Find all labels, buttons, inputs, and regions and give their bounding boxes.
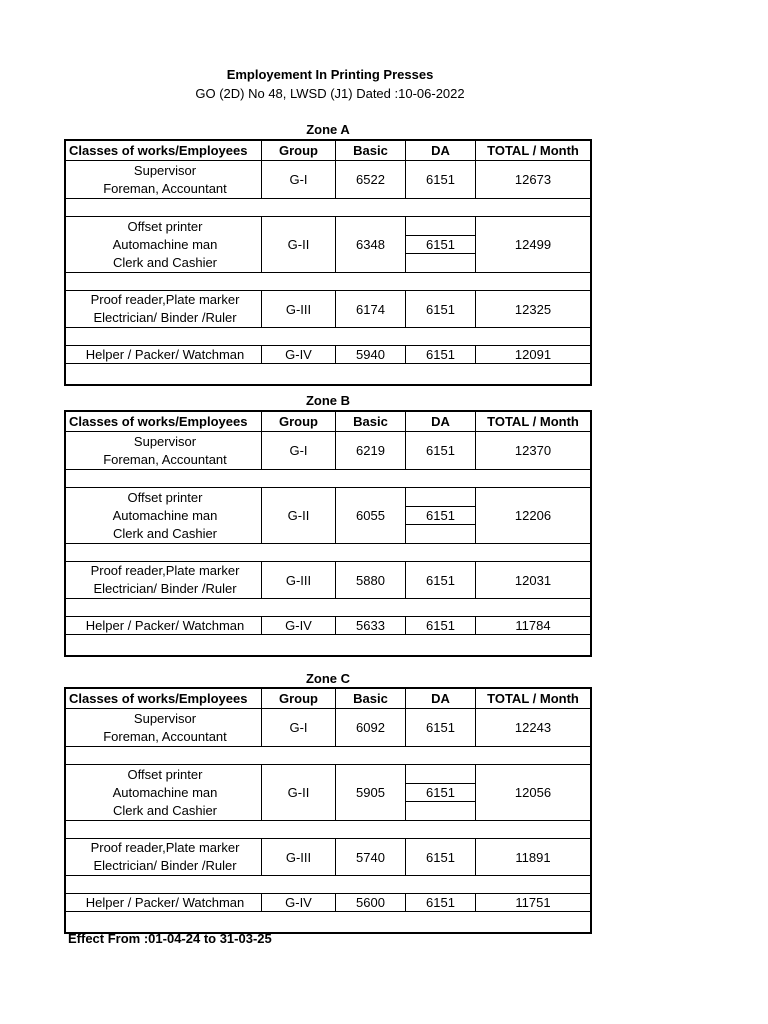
- table-row: [66, 839, 590, 876]
- basic-pay-cell: 5905: [336, 765, 406, 820]
- employee-class-label: Offset printer: [127, 766, 203, 782]
- employee-class-label: Supervisor: [133, 433, 197, 449]
- table-row: [66, 291, 590, 328]
- employee-classes-cell: [66, 488, 262, 543]
- blank-spacer-row: [66, 470, 590, 488]
- total-per-month-cell: 12091: [514, 347, 552, 362]
- blank-spacer-row: [66, 635, 590, 655]
- column-header: DA: [406, 412, 476, 431]
- table-row: [66, 617, 590, 635]
- employee-class-label: Foreman, Accountant: [103, 180, 227, 196]
- employee-class-label: Electrician/ Binder /Ruler: [93, 858, 237, 873]
- total-per-month-cell: 12206: [514, 508, 552, 523]
- employee-classes-cell: [66, 894, 262, 911]
- total-per-month-cell: 11784: [515, 618, 551, 633]
- blank-spacer-row: [66, 273, 590, 291]
- da-cell: [406, 765, 476, 820]
- group-cell: G-III: [262, 839, 336, 875]
- table-row: [66, 346, 590, 364]
- employee-class-label: Electrician/ Binder /Ruler: [93, 310, 237, 325]
- total-per-month-cell: 11751: [515, 895, 551, 910]
- employee-classes-cell: [66, 839, 262, 875]
- column-header: TOTAL / Month: [487, 143, 579, 158]
- basic-pay-cell: 6219: [336, 432, 406, 469]
- da-empty-segment: [406, 802, 475, 820]
- group-cell: G-III: [262, 291, 336, 327]
- group-cell: G-IV: [262, 617, 336, 634]
- table-header-row: [66, 412, 590, 432]
- basic-pay-cell: 6092: [336, 709, 406, 746]
- zone-title: Zone A: [306, 122, 350, 137]
- column-header: DA: [406, 141, 476, 160]
- employee-class-label: Proof reader,Plate marker: [90, 840, 240, 855]
- column-header: Basic: [336, 689, 406, 708]
- basic-pay-cell: 5740: [336, 839, 406, 875]
- total-per-month-cell: 12673: [514, 172, 552, 187]
- employee-classes-cell: [66, 432, 262, 469]
- employee-class-label: Automachine man: [112, 236, 218, 252]
- da-cell: [406, 217, 476, 272]
- column-header: DA: [406, 689, 476, 708]
- blank-spacer-row: [66, 328, 590, 346]
- total-per-month-cell: 12056: [514, 785, 552, 800]
- employee-class-label: Helper / Packer/ Watchman: [85, 894, 245, 910]
- da-value: 6151: [406, 235, 475, 255]
- employee-classes-cell: [66, 709, 262, 746]
- blank-spacer-row: [66, 599, 590, 617]
- da-value: 6151: [406, 506, 475, 526]
- da-cell: 6151: [406, 709, 476, 746]
- table-row: [66, 894, 590, 912]
- total-per-month-cell: 12370: [514, 443, 552, 458]
- salary-table: [64, 687, 592, 934]
- salary-table: [64, 139, 592, 386]
- document-subtitle: GO (2D) No 48, LWSD (J1) Dated :10-06-2022: [195, 86, 465, 101]
- group-cell: G-I: [262, 161, 336, 198]
- basic-pay-cell: 6055: [336, 488, 406, 543]
- column-header: Group: [262, 141, 336, 160]
- basic-pay-cell: 5880: [336, 562, 406, 598]
- basic-pay-cell: 5940: [336, 346, 406, 363]
- blank-spacer-row: [66, 912, 590, 932]
- group-cell: G-I: [262, 432, 336, 469]
- group-cell: G-II: [262, 765, 336, 820]
- table-row: [66, 432, 590, 470]
- column-header: Classes of works/Employees: [66, 141, 262, 160]
- blank-spacer-row: [66, 747, 590, 765]
- table-header-row: [66, 141, 590, 161]
- total-per-month-cell: 12031: [514, 572, 552, 588]
- effect-from-note: Effect From :01-04-24 to 31-03-25: [68, 931, 272, 946]
- zone-title: Zone B: [305, 393, 351, 408]
- table-row: [66, 562, 590, 599]
- employee-class-label: Proof reader,Plate marker: [90, 292, 240, 307]
- table-row: [66, 488, 590, 544]
- column-header: Basic: [336, 412, 406, 431]
- zone-title: Zone C: [305, 671, 351, 686]
- column-header: Classes of works/Employees: [66, 689, 262, 708]
- employee-class-label: Offset printer: [127, 218, 203, 234]
- column-header: Group: [262, 689, 336, 708]
- employee-classes-cell: [66, 161, 262, 198]
- total-per-month-cell: 11891: [515, 849, 551, 865]
- da-cell: [406, 488, 476, 543]
- column-header: Basic: [336, 141, 406, 160]
- employee-class-label: Helper / Packer/ Watchman: [85, 617, 245, 633]
- da-cell: 6151: [406, 839, 476, 875]
- employee-class-label: Supervisor: [133, 710, 197, 726]
- employee-classes-cell: [66, 291, 262, 327]
- employee-class-label: Clerk and Cashier: [112, 802, 218, 818]
- basic-pay-cell: 5633: [336, 617, 406, 634]
- blank-spacer-row: [66, 821, 590, 839]
- group-cell: G-II: [262, 217, 336, 272]
- employee-class-label: Proof reader,Plate marker: [90, 563, 240, 578]
- employee-class-label: Automachine man: [112, 784, 218, 800]
- employee-classes-cell: [66, 765, 262, 820]
- employee-class-label: Supervisor: [133, 162, 197, 178]
- basic-pay-cell: 6174: [336, 291, 406, 327]
- column-header: Classes of works/Employees: [66, 412, 262, 431]
- da-empty-segment: [406, 525, 475, 543]
- total-per-month-cell: 12325: [514, 301, 552, 317]
- table-row: [66, 765, 590, 821]
- blank-spacer-row: [66, 544, 590, 562]
- employee-class-label: Foreman, Accountant: [103, 728, 227, 744]
- column-header: TOTAL / Month: [487, 691, 579, 706]
- da-cell: 6151: [406, 617, 476, 634]
- blank-spacer-row: [66, 199, 590, 217]
- employee-class-label: Clerk and Cashier: [112, 525, 218, 541]
- da-cell: 6151: [406, 894, 476, 911]
- basic-pay-cell: 6348: [336, 217, 406, 272]
- total-per-month-cell: 12499: [514, 237, 552, 252]
- employee-classes-cell: [66, 617, 262, 634]
- employee-class-label: Offset printer: [127, 489, 203, 505]
- da-empty-segment: [406, 254, 475, 272]
- blank-spacer-row: [66, 876, 590, 894]
- blank-spacer-row: [66, 364, 590, 384]
- employee-class-label: Foreman, Accountant: [103, 451, 227, 467]
- column-header: Group: [262, 412, 336, 431]
- da-empty-segment: [406, 217, 475, 235]
- employee-classes-cell: [66, 562, 262, 598]
- column-header: TOTAL / Month: [487, 414, 579, 429]
- employee-class-label: Automachine man: [112, 507, 218, 523]
- da-cell: 6151: [406, 291, 476, 327]
- salary-table: [64, 410, 592, 657]
- total-per-month-cell: 12243: [514, 720, 552, 735]
- table-row: [66, 709, 590, 747]
- da-cell: 6151: [406, 346, 476, 363]
- da-value: 6151: [406, 783, 475, 803]
- da-cell: 6151: [406, 161, 476, 198]
- employee-classes-cell: [66, 217, 262, 272]
- employee-class-label: Helper / Packer/ Watchman: [85, 346, 245, 362]
- table-row: [66, 217, 590, 273]
- group-cell: G-IV: [262, 894, 336, 911]
- employee-class-label: Clerk and Cashier: [112, 254, 218, 270]
- document-title: Employement In Printing Presses: [226, 67, 434, 82]
- employee-class-label: Electrician/ Binder /Ruler: [93, 581, 237, 596]
- da-cell: 6151: [406, 432, 476, 469]
- group-cell: G-II: [262, 488, 336, 543]
- da-empty-segment: [406, 765, 475, 783]
- basic-pay-cell: 6522: [336, 161, 406, 198]
- employee-classes-cell: [66, 346, 262, 363]
- da-cell: 6151: [406, 562, 476, 598]
- da-empty-segment: [406, 488, 475, 506]
- group-cell: G-IV: [262, 346, 336, 363]
- table-row: [66, 161, 590, 199]
- group-cell: G-I: [262, 709, 336, 746]
- group-cell: G-III: [262, 562, 336, 598]
- table-header-row: [66, 689, 590, 709]
- basic-pay-cell: 5600: [336, 894, 406, 911]
